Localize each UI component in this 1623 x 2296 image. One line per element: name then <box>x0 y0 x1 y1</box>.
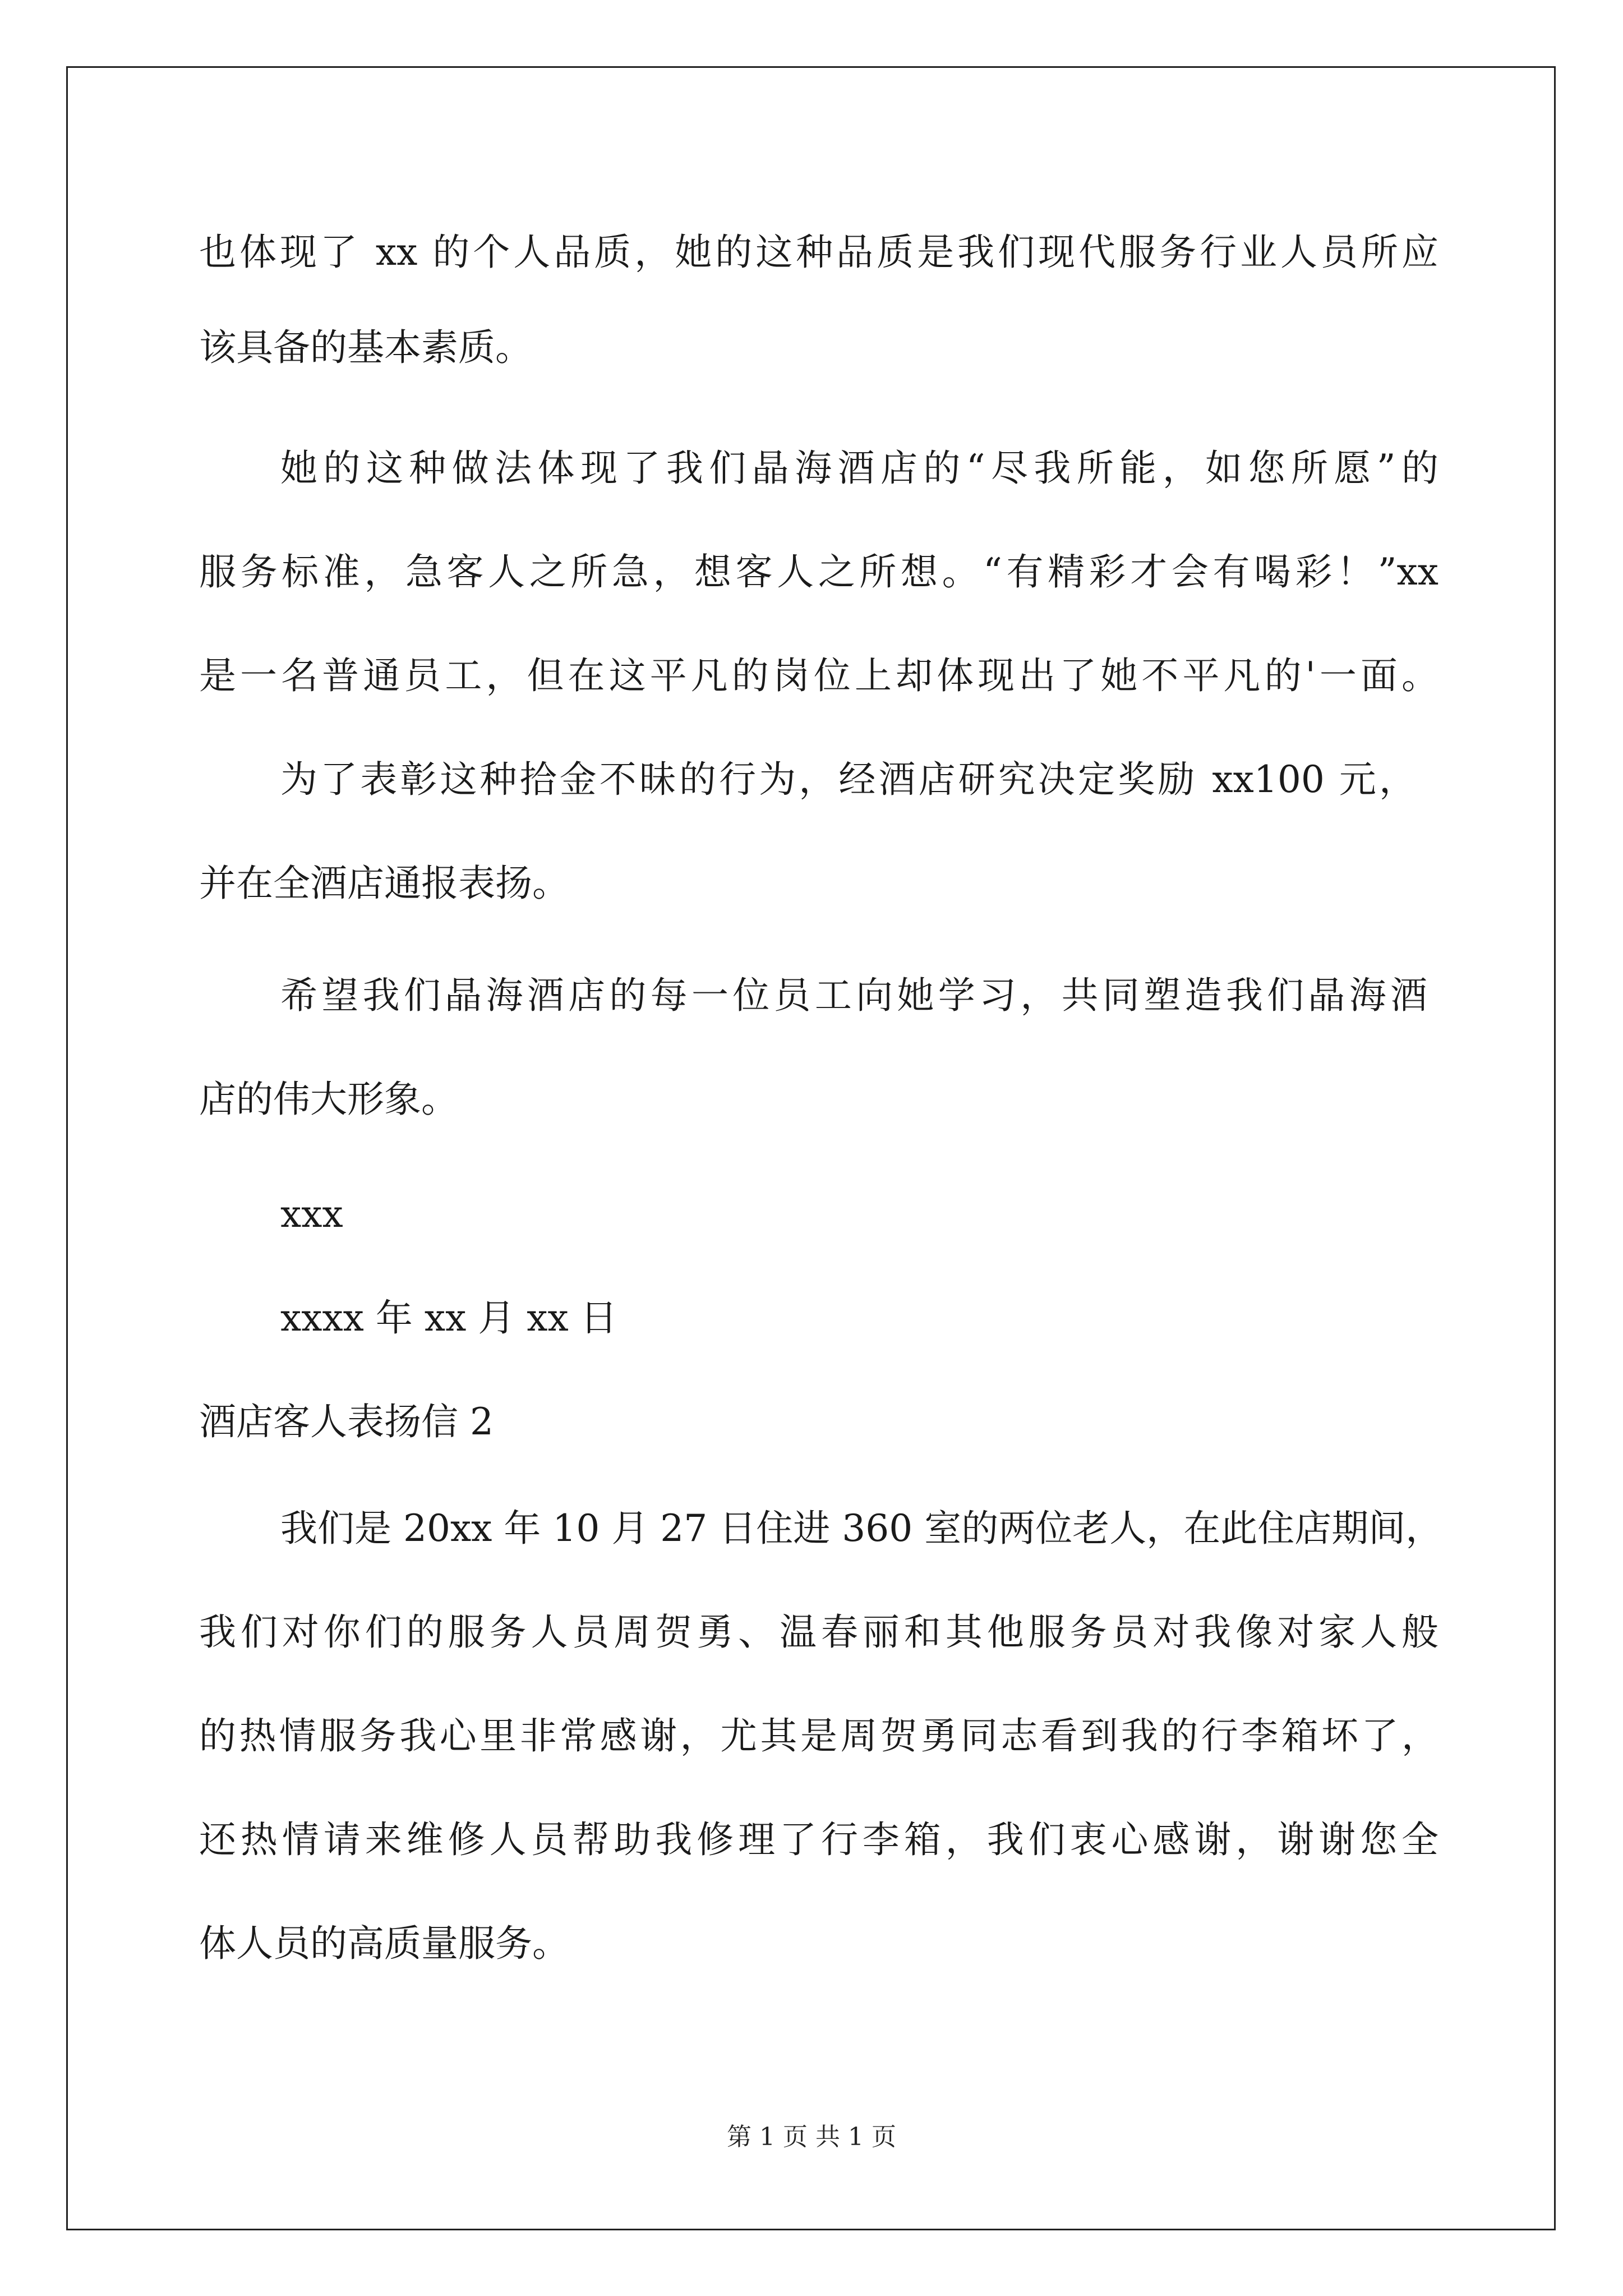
text-line: 她的这种做法体现了我们晶海酒店的“尽我所能，如您所愿”的 <box>280 447 1438 490</box>
text-line: 是一名普通员工，但在这平凡的岗位上却体现出了她不平凡的'一面。 <box>199 654 1438 697</box>
text-line: 我们对你们的服务人员周贺勇、温春丽和其他服务员对我像对家人般 <box>199 1611 1438 1654</box>
text-line: 店的伟大形象。 <box>199 1078 458 1121</box>
page-border <box>66 66 1556 2230</box>
text-line: 还热情请来维修人员帮助我修理了行李箱，我们衷心感谢，谢谢您全 <box>199 1818 1438 1861</box>
section-title: 酒店客人表扬信 2 <box>199 1400 494 1443</box>
text-line: 该具备的基本素质。 <box>199 326 532 369</box>
text-line: 也体现了 xx 的个人品质，她的这种品质是我们现代服务行业人员所应 <box>199 231 1438 274</box>
page-footer: 第 1 页 共 1 页 <box>727 2123 896 2151</box>
signature-date: xxxx 年 xx 月 xx 日 <box>280 1296 617 1340</box>
text-line: 的热情服务我心里非常感谢，尤其是周贺勇同志看到我的行李箱坏了， <box>199 1714 1438 1757</box>
text-line: 为了表彰这种拾金不昧的行为，经酒店研究决定奖励 xx100 元， <box>280 758 1416 801</box>
text-line: 我们是 20xx 年 10 月 27 日住进 360 室的两位老人，在此住店期间， <box>280 1507 1443 1550</box>
text-line: 并在全酒店通报表扬。 <box>199 862 569 905</box>
text-line: 体人员的高质量服务。 <box>199 1922 569 1965</box>
text-line: 服务标准，急客人之所急，想客人之所想。“有精彩才会有喝彩！”xx <box>199 550 1438 593</box>
text-line: 希望我们晶海酒店的每一位员工向她学习，共同塑造我们晶海酒 <box>280 974 1427 1017</box>
signature-name: xxx <box>280 1193 343 1236</box>
